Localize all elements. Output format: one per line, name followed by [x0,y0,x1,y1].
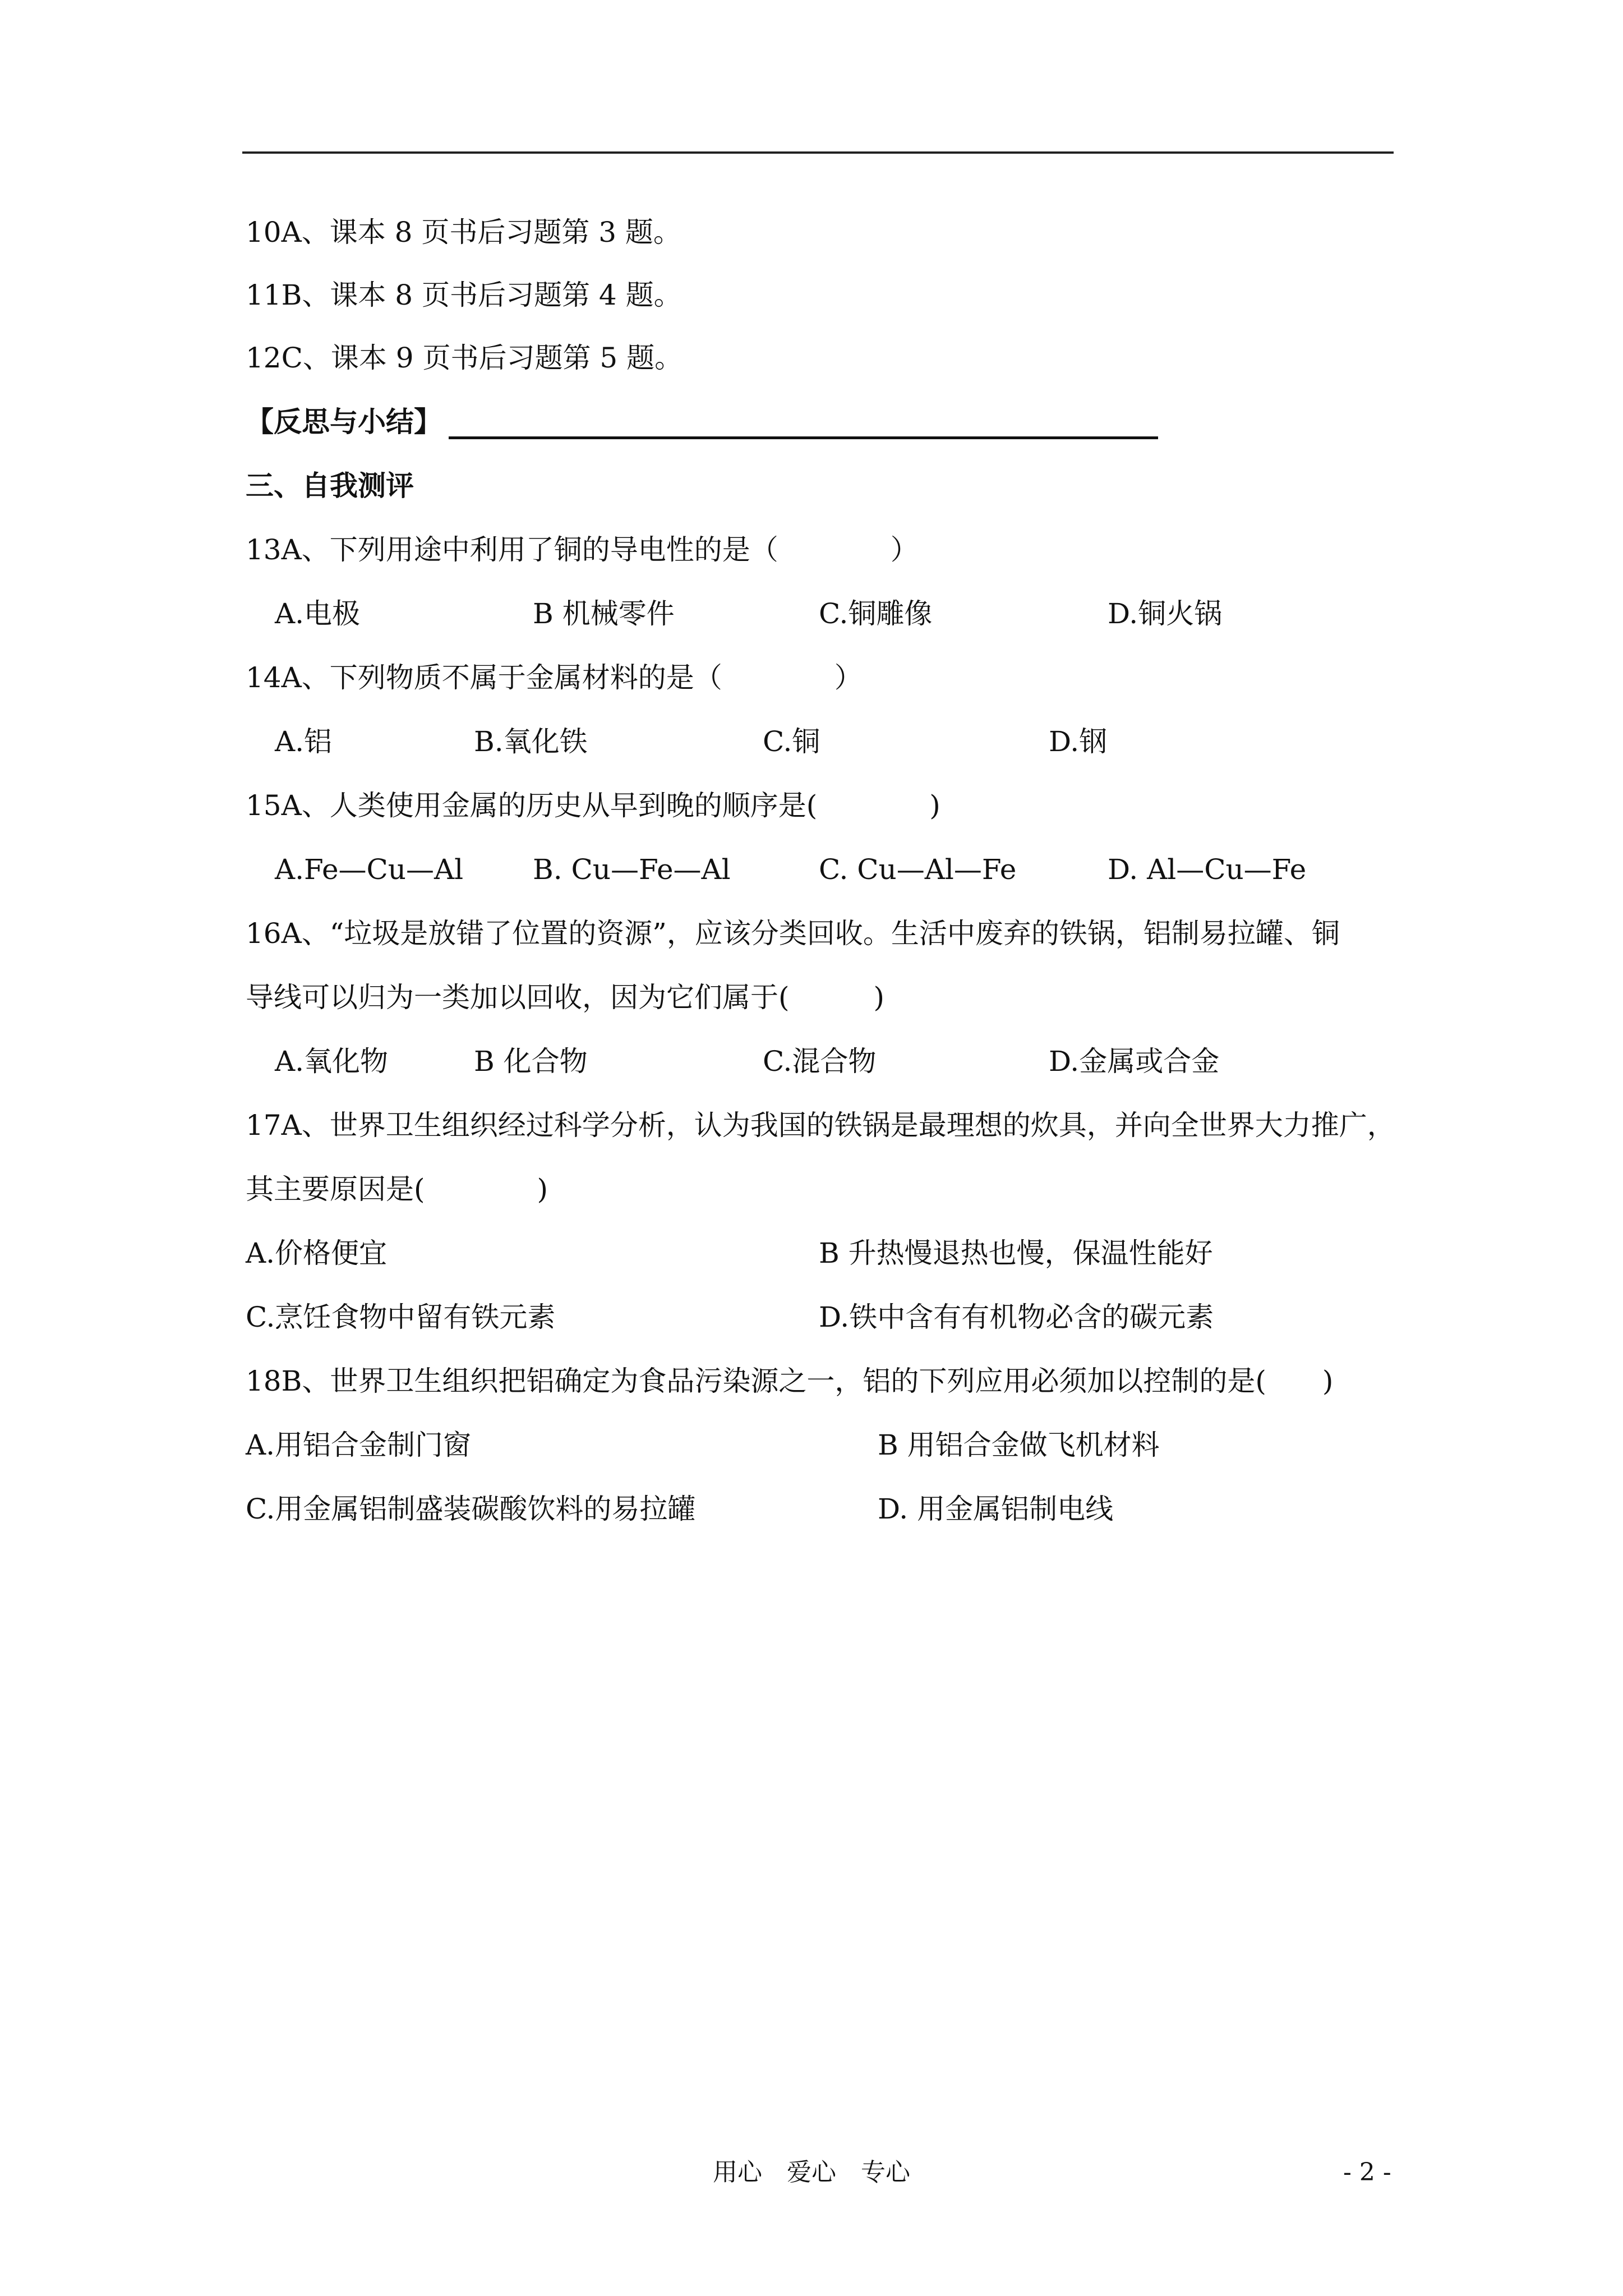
reflection-blank-line [449,436,1158,439]
item-11b: 11B、课本 8 页书后习题第 4 题。 [246,279,682,311]
item-12c: 12C、课本 9 页书后习题第 5 题。 [246,342,683,374]
q17-option-b: B 升热慢退热也慢，保温性能好 [819,1237,1213,1269]
q18-option-d: D. 用金属铝制电线 [878,1493,1114,1525]
q16-option-d: D.金属或合金 [1049,1045,1220,1078]
q15-option-c: C. Cu—Al—Fe [819,853,1017,886]
item-10a: 10A、课本 8 页书后习题第 3 题。 [246,216,681,249]
q17-option-c: C.烹饪食物中留有铁元素 [246,1301,556,1333]
question-14-stem: 14A、下列物质不属于金属材料的是（ ） [246,661,863,694]
question-17-stem-line2: 其主要原因是( ) [246,1173,548,1205]
q17-option-a: A.价格便宜 [246,1237,388,1269]
question-16-stem-line2: 导线可以归为一类加以回收，因为它们属于( ) [246,981,885,1014]
question-13-stem: 13A、下列用途中利用了铜的导电性的是（ ） [246,533,919,566]
q14-option-d: D.钢 [1049,725,1108,758]
footer-slogan: 用心 爱心 专心 [713,2158,910,2187]
question-18-stem: 18B、世界卫生组织把铝确定为食品污染源之一，铝的下列应用必须加以控制的是( ) [246,1365,1334,1397]
q13-option-a: A.电极 [275,597,361,630]
header-rule [242,151,1394,154]
reflection-label: 【反思与小结】 [246,405,442,438]
q18-option-a: A.用铝合金制门窗 [246,1429,472,1461]
q18-option-b: B 用铝合金做飞机材料 [878,1429,1160,1461]
q13-option-b: B 机械零件 [533,597,675,630]
q14-option-c: C.铜 [763,725,820,758]
q15-option-b: B. Cu—Fe—Al [533,853,731,886]
q15-option-a: A.Fe—Cu—Al [275,853,464,886]
q15-option-d: D. Al—Cu—Fe [1108,853,1307,886]
q18-option-c: C.用金属铝制盛装碳酸饮料的易拉罐 [246,1493,696,1525]
page-number: - 2 - [1343,2158,1391,2187]
q16-option-a: A.氧化物 [275,1045,389,1078]
q13-option-d: D.铜火锅 [1108,597,1223,630]
question-17-stem-line1: 17A、世界卫生组织经过科学分析，认为我国的铁锅是最理想的炊具，并向全世界大力推广， [246,1109,1395,1142]
q17-option-d: D.铁中含有有机物必含的碳元素 [819,1301,1214,1333]
q14-option-b: B.氧化铁 [474,725,588,758]
question-15-stem: 15A、人类使用金属的历史从早到晚的顺序是( ) [246,789,940,822]
q14-option-a: A.铝 [275,725,333,758]
question-16-stem-line1: 16A、“垃圾是放错了位置的资源”，应该分类回收。生活中废弃的铁锅，铝制易拉罐、铜 [246,917,1340,950]
q13-option-c: C.铜雕像 [819,597,933,630]
section-title: 三、自我测评 [246,469,414,502]
q16-option-c: C.混合物 [763,1045,877,1078]
q16-option-b: B 化合物 [474,1045,588,1078]
